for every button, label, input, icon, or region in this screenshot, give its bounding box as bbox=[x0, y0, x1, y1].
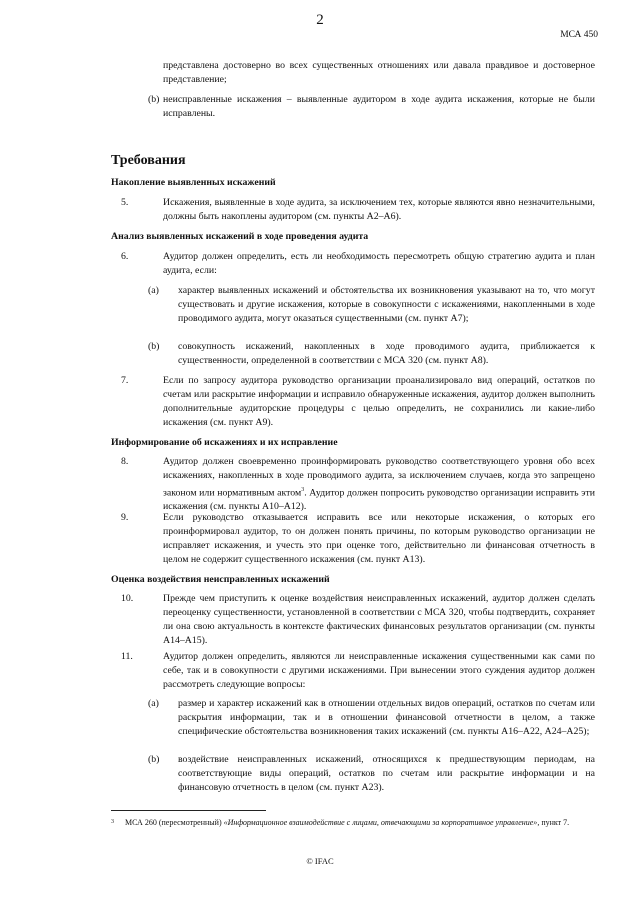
page-number: 2 bbox=[316, 12, 324, 28]
intro-b-text: неисправленные искажения – выявленные аудитором в ходе аудита искажения, которые не были исправлены. bbox=[163, 94, 595, 119]
document-code: МСА 450 bbox=[560, 30, 598, 40]
footer-copyright: © IFAC bbox=[306, 856, 334, 866]
footnote-text-end: , пункт 7. bbox=[537, 818, 570, 827]
intro-continuation: представлена достоверно во всех существенных отношениях или давала правдивое и достоверное представление; bbox=[163, 60, 595, 85]
paragraph-number: 8. bbox=[121, 456, 129, 467]
footnote-divider bbox=[111, 810, 266, 811]
footnote-text-title: «Информационное взаимодействие с лицами, отвечающими за корпоративное управление» bbox=[223, 818, 538, 827]
footnote-marker-number: 3 bbox=[111, 819, 114, 825]
paragraph-number: 7. bbox=[121, 375, 129, 386]
section-title: Требования bbox=[111, 153, 186, 168]
paragraph-7: Если по запросу аудитора руководство организации проанализировало вид операций, остатков по счетам или раскрытие информации и исправило обнаруженные искажения, аудитор должен выполнить дополнительные аудиторские процедуры с целью определить, не сохранились ли какие-либо искажения (см. пункт А9). bbox=[163, 375, 595, 428]
paragraph-number: 5. bbox=[121, 197, 129, 208]
subheading-communication: Информирование об искажениях и их исправление bbox=[111, 437, 338, 448]
paragraph-6: Аудитор должен определить, есть ли необходимость пересмотреть общую стратегию аудита и план аудита, если: bbox=[163, 251, 595, 276]
footnote-marker bbox=[111, 817, 114, 830]
paragraph-8 bbox=[163, 455, 595, 514]
paragraph-number: 10. bbox=[121, 593, 134, 604]
paragraph-6b: совокупность искажений, накопленных в ходе проводимого аудита, приближается к существенности, определенной в соответствии с МСА 320 (см. пункт А8). bbox=[178, 341, 595, 366]
paragraph-8-text-end: . Аудитор должен попросить руководство организации исправить эти искажения (см. пункты А10–А12). bbox=[163, 487, 595, 513]
paragraph-number: 11. bbox=[121, 651, 133, 662]
subheading-analysis: Анализ выявленных искажений в ходе проведения аудита bbox=[111, 231, 369, 242]
paragraph-9: Если руководство отказывается исправить все или некоторые искажения, о которых его проинформировал аудитор, то он должен понять причины, по которым руководство организации не исправляет искажения, и учесть это при оценке того, действительно ли финансовая отчетность в целом не содержит существенного искажения (см. пункт А13). bbox=[163, 512, 595, 565]
paragraph-number: 9. bbox=[121, 512, 129, 523]
item-label: (a) bbox=[148, 285, 159, 296]
footnote-text bbox=[125, 817, 595, 828]
paragraph-11: Аудитор должен определить, являются ли неисправленные искажения существенными как сами по себе, так и в совокупности с другими искажениями. При вынесении этого суждения аудитор должен рассмотреть следующие вопросы: bbox=[163, 651, 595, 690]
paragraph-11a: размер и характер искажений как в отношении отдельных видов операций, остатков по счетам или раскрытия информации, так и в отношении финансовой отчетности в целом, а также специфические обстоятельства возникновения таких искажений (см. пункты А16–А22, А24–А25); bbox=[178, 698, 595, 737]
item-label: (b) bbox=[148, 754, 160, 765]
item-label: (a) bbox=[148, 698, 159, 709]
paragraph-5: Искажения, выявленные в ходе аудита, за исключением тех, которые являются явно незначительными, должны быть накоплены аудитором (см. пункты А2–А6). bbox=[163, 197, 595, 222]
subheading-accumulation: Накопление выявленных искажений bbox=[111, 177, 276, 188]
intro-b-label: (b) bbox=[148, 94, 160, 105]
paragraph-11b: воздействие неисправленных искажений, относящихся к предшествующим периодам, на соответствующие виды операций, остатков по счетам или раскрытие информации и на финансовую отчетность в целом (см. пункт А23). bbox=[178, 754, 595, 793]
paragraph-10: Прежде чем приступить к оценке воздействия неисправленных искажений, аудитор должен сделать переоценку существенности, установленной в соответствии с МСА 320, чтобы подтвердить, сохраняет ли она свою актуальность в контексте фактических финансовых результатов организации (см. пункты А14–А15). bbox=[163, 593, 595, 646]
paragraph-8-text: Аудитор должен своевременно проинформировать руководство соответствующего уровня обо всех искажениях, накопленных в ходе проводимого аудита, за исключением случаев, когда это запрещено законом или нормативным актом bbox=[163, 456, 595, 499]
item-label: (b) bbox=[148, 341, 160, 352]
subheading-evaluation: Оценка воздействия неисправленных искажений bbox=[111, 574, 330, 585]
footnote-text-plain: МСА 260 (пересмотренный) bbox=[125, 818, 224, 827]
footnote-reference: 3 bbox=[301, 487, 305, 493]
paragraph-6a: характер выявленных искажений и обстоятельства их возникновения указывают на то, что могут существовать и другие искажения, которые в совокупности с искажениями, накопленными в ходе проводимого аудита, могут оказаться существенными (см. пункт А7); bbox=[178, 285, 595, 324]
paragraph-number: 6. bbox=[121, 251, 129, 262]
